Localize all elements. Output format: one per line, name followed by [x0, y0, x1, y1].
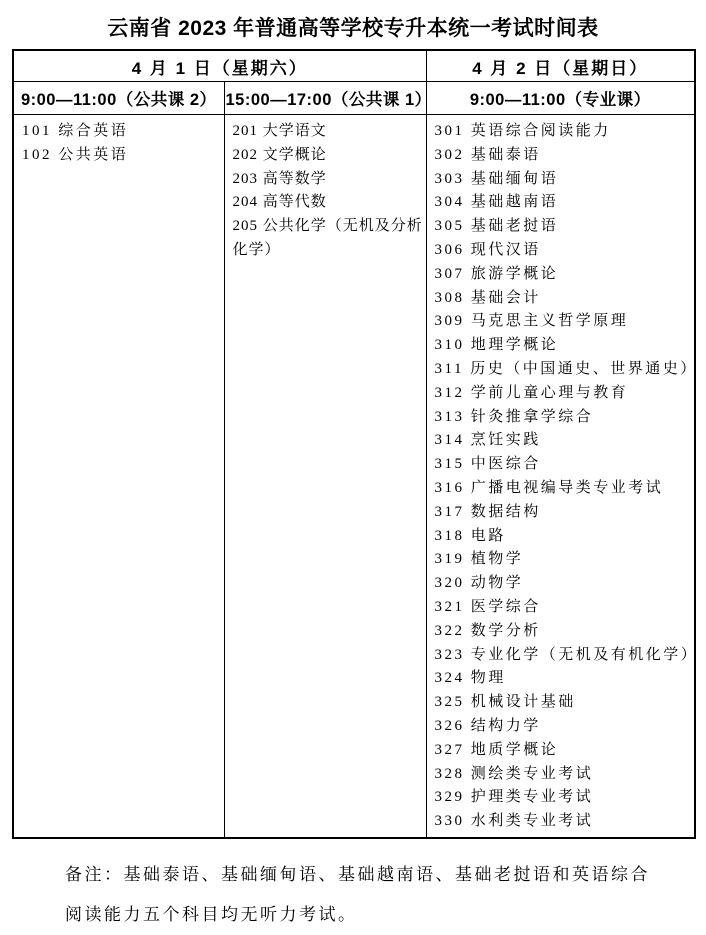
subject-line: 312 学前儿童心理与教育	[434, 384, 629, 401]
subject-line: 326 结构力学	[434, 717, 541, 734]
note-line-2: 阅读能力五个科目均无听力考试。	[65, 904, 358, 924]
subject-line: 102 公共英语	[22, 146, 129, 163]
note-line-1: 备注：基础泰语、基础缅甸语、基础越南语、基础老挝语和英语综合	[65, 864, 650, 884]
subject-line: 317 数据结构	[434, 503, 541, 520]
subject-line: 202 文学概论	[232, 146, 327, 163]
subject-line: 301 英语综合阅读能力	[434, 123, 611, 139]
day-header-april-2: 4 月 2 日（星期日）	[426, 50, 695, 82]
subjects-column-morning-sun	[426, 115, 699, 838]
session-header-row	[13, 82, 695, 115]
subject-line: 101 综合英语	[22, 123, 129, 139]
session-header-major-course: 9:00—11:00（专业课）	[426, 82, 695, 115]
exam-schedule-table	[12, 49, 699, 839]
subject-line: 306 现代汉语	[434, 241, 541, 258]
day-header-april-1: 4 月 1 日（星期六）	[13, 50, 426, 82]
subject-line: 201 大学语文	[232, 123, 327, 139]
subject-line: 313 针灸推拿学综合	[434, 408, 594, 425]
subject-line: 325 机械设计基础	[434, 694, 576, 711]
subjects-column-morning-sat	[13, 115, 224, 838]
subject-line: 315 中医综合	[434, 456, 541, 473]
subject-line: 308 基础会计	[434, 289, 541, 306]
subjects-column-afternoon-sat	[224, 115, 426, 838]
subject-line: 204 高等代数	[232, 194, 327, 211]
subject-line: 327 地质学概论	[434, 741, 559, 758]
subject-line: 307 旅游学概论	[434, 265, 559, 282]
subject-line: 329 护理类专业考试	[434, 789, 594, 806]
subject-line: 330 水利类专业考试	[434, 813, 594, 830]
subjects-row	[13, 115, 695, 838]
day-header-row	[13, 50, 695, 82]
subject-line: 310 地理学概论	[434, 337, 559, 354]
subject-line: 323 专业化学（无机及有机化学）	[434, 646, 699, 663]
subject-line: 309 马克思主义哲学原理	[434, 313, 629, 330]
page-title: 云南省 2023 年普通高等学校专升本统一考试时间表	[107, 17, 599, 40]
subject-line: 302 基础泰语	[434, 146, 541, 163]
subject-line: 328 测绘类专业考试	[434, 765, 594, 782]
subject-line: 321 医学综合	[434, 598, 541, 615]
subject-line: 305 基础老挝语	[434, 218, 559, 235]
subject-line: 205 公共化学（无机及分析化学）	[232, 218, 423, 258]
subject-line: 320 动物学	[434, 575, 524, 592]
subject-line: 203 高等数学	[232, 170, 327, 187]
subject-line: 316 广播电视编导类专业考试	[434, 479, 664, 496]
subject-line: 314 烹饪实践	[434, 432, 541, 449]
subject-line: 318 电路	[434, 527, 506, 544]
subject-line: 304 基础越南语	[434, 194, 559, 211]
subject-line: 303 基础缅甸语	[434, 170, 559, 187]
footer-note	[65, 855, 648, 935]
session-header-public-course-1: 15:00—17:00（公共课 1）	[224, 82, 426, 115]
subject-line: 319 植物学	[434, 551, 524, 568]
subject-line: 311 历史（中国通史、世界通史）	[434, 360, 698, 377]
subject-line: 322 数学分析	[434, 622, 541, 639]
session-header-public-course-2: 9:00—11:00（公共课 2）	[13, 82, 224, 115]
subject-line: 324 物理	[434, 670, 506, 687]
